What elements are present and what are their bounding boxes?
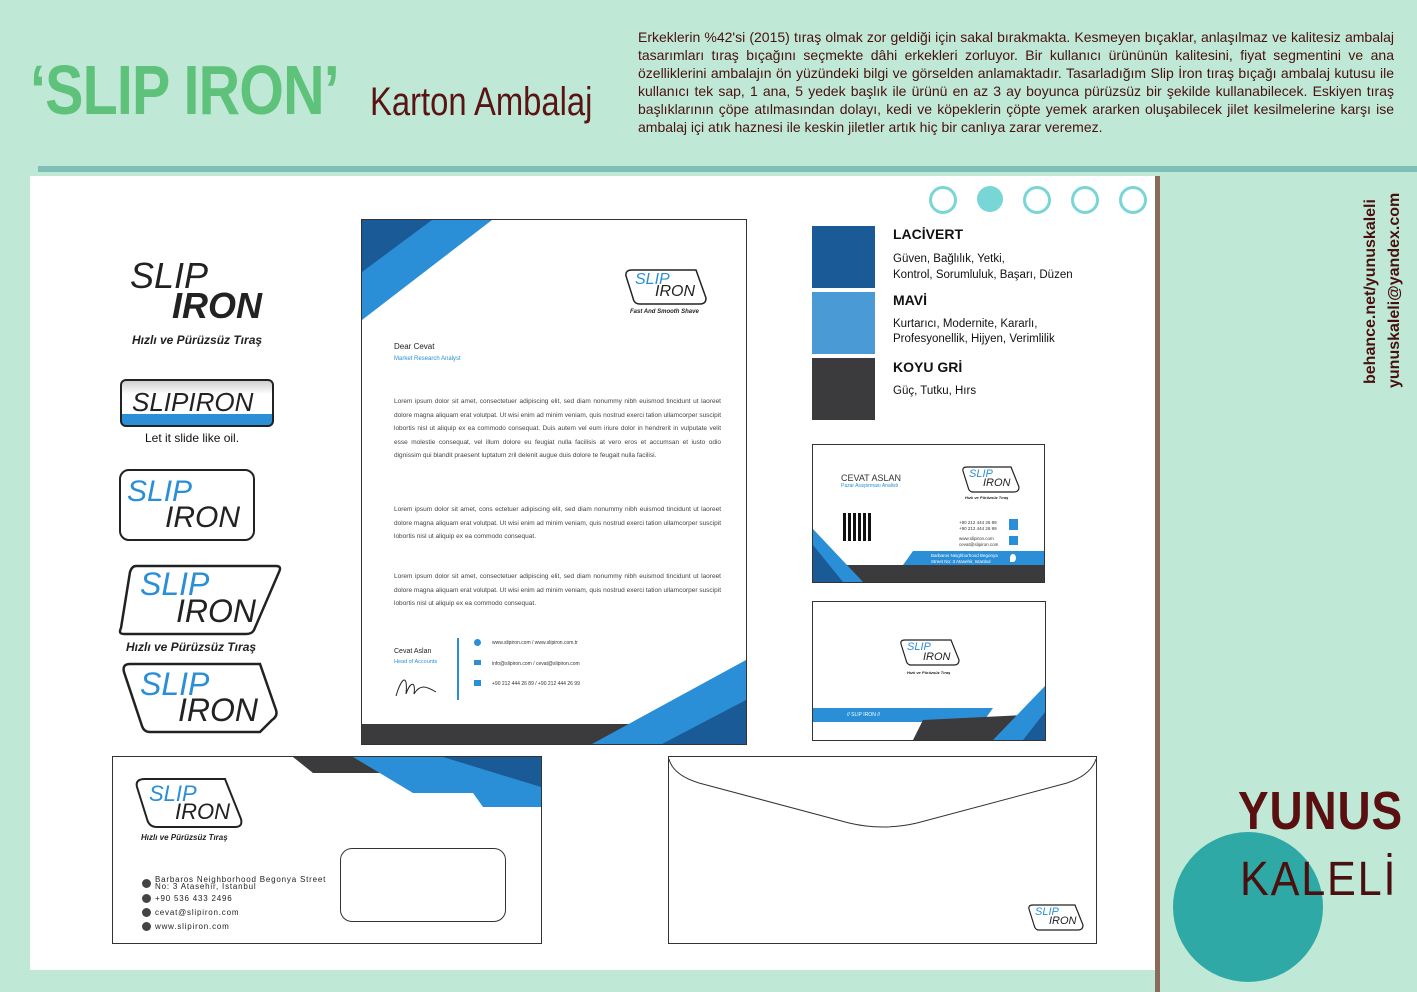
swatch-text: Kurtarıcı, Modernite, Kararlı, bbox=[893, 318, 1038, 330]
letter-paragraph: Lorem ipsum dolor sit amet, consectetuer adipiscing elit, sed diam nonummy nibh euismod tincidunt ut laoreet dolore magna aliquam erat volutpat. Ut wisi enim ad minim veniam, quis nostrud exerci tation ullamcorper suscipit lobortis nisl ut aliquip ex ea commodo consequat. Duis autem vel eum iriure dolor in hendrerit in vulputate velit esse molestie consequat, vel illum dolore eu feugiat nulla facilisis at vero eros et accumsan et iusto odio dignissim qui blandit praesent luptatum zril delenit augue duis dolore te feugait nulla facilisi. bbox=[394, 398, 721, 459]
letter-mail[interactable]: info@slipiron.com / cevat@slipiron.com bbox=[492, 661, 580, 667]
page-dot[interactable] bbox=[1071, 186, 1099, 214]
card-phone1: +90 212 444 26 89 bbox=[959, 520, 997, 525]
logo-slip-text: SLIP bbox=[969, 468, 993, 480]
envelope-address2: No: 3 Atasehir, Istanbul bbox=[155, 882, 257, 891]
envelope-tagline: Hızlı ve Pürüzsüz Tıraş bbox=[141, 833, 228, 842]
swatch-title: LACİVERT bbox=[893, 226, 963, 242]
letter-paragraph: Lorem ipsum dolor sit amet, consectetuer adipiscing elit, sed diam nonummy nibh euismod tincidunt ut laoreet dolore magna aliquam erat volutpat. Ut wisi enim ad minim veniam, quis nostrud exerci tation ullamcorper suscipit lobortis nisl ut aliquip ex ea commodo consequat. bbox=[394, 573, 721, 607]
swatch-title: MAVİ bbox=[893, 292, 927, 308]
globe-icon bbox=[474, 639, 481, 646]
card-mail: cevat@slipiron.com bbox=[959, 542, 999, 547]
logo-tagline: Hızlı ve Pürüzsüz Tıraş bbox=[126, 640, 257, 654]
header-divider bbox=[38, 166, 1417, 172]
logo-iron-text: IRON bbox=[655, 283, 695, 300]
location-icon bbox=[142, 879, 151, 888]
mail-icon bbox=[142, 908, 151, 917]
logo-iron-text: IRON bbox=[175, 799, 230, 824]
logo-tagline: Hızlı ve Pürüzsüz Tıraş bbox=[132, 333, 263, 347]
qr-code-icon bbox=[843, 513, 871, 541]
logo-slipiron-text: SLIPIRON bbox=[132, 387, 254, 417]
page-dot[interactable] bbox=[929, 186, 957, 214]
logo-iron-text: IRON bbox=[983, 477, 1011, 489]
card-web: www.slipiron.com bbox=[959, 536, 994, 541]
logo-iron-text: IRON bbox=[165, 501, 240, 534]
card-tagline: Hızlı ve Pürüzsüz Tıraş bbox=[907, 670, 951, 675]
page-dot[interactable] bbox=[1023, 186, 1051, 214]
mail-icon bbox=[1009, 536, 1018, 545]
card-tagline: Hızlı ve Pürüzsüz Tıraş bbox=[965, 495, 1009, 500]
author-last-name: KALELİ bbox=[1240, 853, 1398, 906]
phone-icon bbox=[1009, 519, 1018, 530]
page-subtitle: Karton Ambalaj bbox=[370, 80, 593, 124]
envelope-phone: +90 536 433 2496 bbox=[155, 894, 233, 903]
phone-icon bbox=[142, 894, 151, 903]
author-first-name: YUNUS bbox=[1238, 781, 1403, 841]
logo-iron-text: IRON bbox=[176, 593, 256, 629]
logo-iron-text: IRON bbox=[172, 285, 262, 326]
page-dot-active[interactable] bbox=[977, 186, 1003, 212]
envelope-mail[interactable]: cevat@slipiron.com bbox=[155, 908, 240, 917]
globe-icon bbox=[142, 922, 151, 931]
behance-link[interactable]: behance.net/yunuskaleli bbox=[1362, 199, 1379, 384]
letter-greeting: Dear Cevat bbox=[394, 342, 435, 351]
page-title: ‘SLIP IRON’ bbox=[30, 51, 339, 129]
logo-slip-text: SLIP bbox=[127, 475, 193, 508]
card-address1: Barbaros Neighborhood Begonya bbox=[931, 553, 998, 558]
email-link[interactable]: yunuskaleli@yandex.com bbox=[1386, 192, 1403, 388]
logo-slogan: Let it slide like oil. bbox=[145, 431, 240, 445]
swatch-text: Güç, Tutku, Hırs bbox=[893, 385, 977, 397]
location-pin-icon bbox=[1010, 554, 1016, 562]
signature-graphic bbox=[392, 672, 442, 702]
swatch-lacivert bbox=[812, 226, 875, 288]
business-card-back bbox=[812, 601, 1046, 741]
logo-slip-text: SLIP bbox=[140, 666, 210, 702]
logo-slip-text: SLIP bbox=[140, 566, 210, 602]
logo-iron-text: IRON bbox=[178, 692, 258, 728]
card-address2: Street No: 3 Atasehir, Istanbul bbox=[931, 559, 991, 564]
swatch-mavi bbox=[812, 292, 875, 354]
envelope-address1: Barbaros Neighborhood Begonya Street bbox=[155, 875, 327, 884]
letter-signer-role: Head of Accounts bbox=[394, 659, 438, 665]
letter-phone: +90 212 444 26 89 / +90 212 444 26 99 bbox=[492, 681, 580, 687]
logo-iron-text: IRON bbox=[1049, 915, 1077, 927]
logo-slip-text: SLIP bbox=[907, 641, 931, 653]
card-back-strip: // SLIP IRON // bbox=[847, 712, 880, 718]
swatch-text: Profesyonellik, Hijyen, Verimlilik bbox=[893, 333, 1055, 345]
swatch-koyu-gri bbox=[812, 358, 875, 420]
letter-role: Market Research Analyst bbox=[394, 356, 461, 362]
page-dot[interactable] bbox=[1119, 186, 1147, 214]
logo-iron-text: IRON bbox=[923, 651, 951, 663]
business-card-front bbox=[812, 444, 1045, 583]
logo-slip-text: SLIP bbox=[635, 271, 670, 288]
card-role: Pazar Araştırması Analisti bbox=[841, 483, 898, 489]
contact-divider bbox=[457, 638, 459, 700]
phone-icon bbox=[474, 680, 481, 686]
logo-variant-3 bbox=[119, 469, 255, 541]
swatch-text: Kontrol, Sorumluluk, Başarı, Düzen bbox=[893, 269, 1073, 281]
letterhead-sheet bbox=[361, 219, 747, 745]
card-name: CEVAT ASLAN bbox=[841, 473, 902, 483]
envelope-front bbox=[112, 756, 542, 944]
swatch-text: Güven, Bağlılık, Yetki, bbox=[893, 253, 1005, 265]
sidebar-divider bbox=[1155, 176, 1160, 992]
logo-slip-text: SLIP bbox=[130, 255, 209, 296]
letterhead-slogan: Fast And Smooth Shave bbox=[630, 309, 699, 315]
logo-slip-text: SLIP bbox=[1035, 906, 1059, 918]
description-text: Erkeklerin %42'si (2015) tıraş olmak zor geldiği için sakal bırakmakta. Kesmeyen bıçaklar, anlaşılmaz ve kalitesiz ambalaj tasarımları tıraş bıçağını seçmekte dâhi erkekleri zorluyor. Bir kullanıcı ürününün kalitesini, fiyat segmentini ve ana özelliklerini ambalajın ön yüzündeki bilgi ve görselden anlamaktadır. Tasarladığım Slip İron tıraş bıçağı ambalaj kutusu ile kullanıcı tek sap, 1 ana, 5 yedek başlık ile ürünü en az 3 ay boyunca pürüzsüz bir şekilde kullanabilecek. Eskiyen tıraş başlıklarının çöpe atılmasından dolayı, kedi ve köpeklerin çöpte yemek ararken oluşabilecek jilet kesilmelerine karşı ise ambalaj içi atık haznesi ile keskin jiletler artık hiç bir canlıya zarar veremez. bbox=[638, 29, 1394, 135]
envelope-back bbox=[668, 756, 1097, 944]
mail-icon bbox=[474, 660, 481, 665]
logo-variant-2 bbox=[120, 379, 274, 427]
letter-web[interactable]: www.slipiron.com / www.slipiron.com.tr bbox=[492, 640, 578, 646]
logo-slip-text: SLIP bbox=[149, 781, 197, 806]
letter-signer: Cevat Aslan bbox=[394, 648, 432, 655]
letter-paragraph: Lorem ipsum dolor sit amet, cons ectetuer adipiscing elit, sed diam nonummy nibh euismod tincidunt ut laoreet dolore magna aliquam erat volutpat. Ut wisi enim ad minim veniam, quis nostrud exerci tation ullamcorper suscipit lobortis nisl ut aliquip ex ea commodo consequat. bbox=[394, 506, 721, 540]
swatch-title: KOYU GRİ bbox=[893, 359, 963, 375]
envelope-web[interactable]: www.slipiron.com bbox=[155, 922, 230, 931]
logo-variant-1 bbox=[130, 255, 262, 326]
card-phone2: +90 212 444 26 99 bbox=[959, 526, 997, 531]
envelope-window bbox=[340, 848, 506, 922]
